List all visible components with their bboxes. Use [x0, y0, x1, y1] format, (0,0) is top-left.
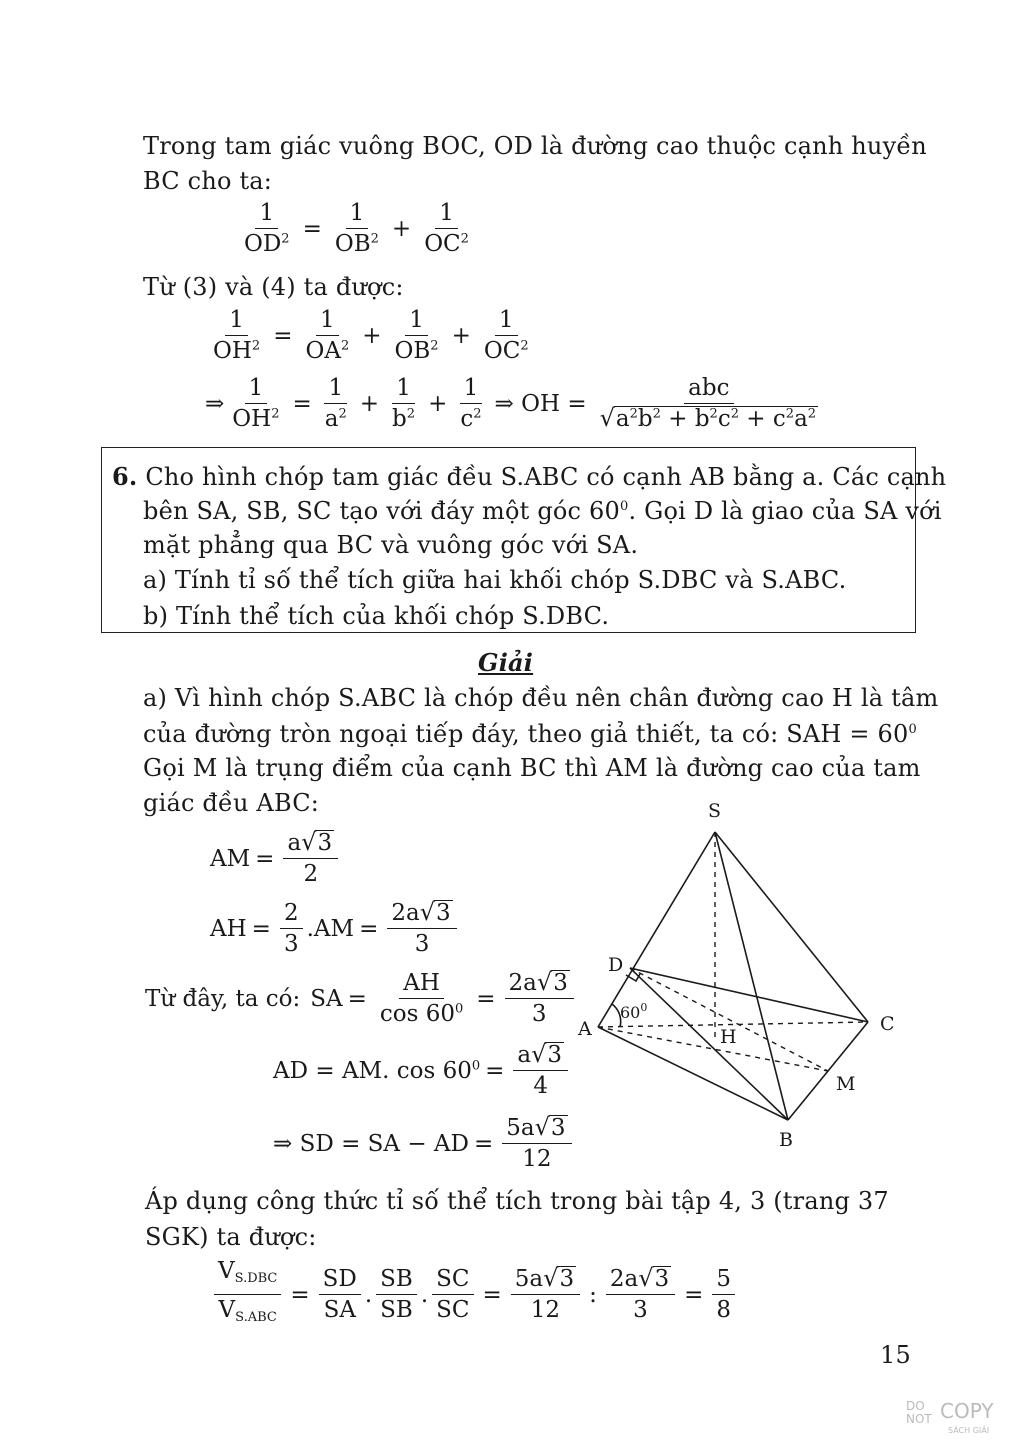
- equation-oh: $\frac{1}{OH^2}$ = $\frac{1}{OA^2}$ + $\frac{1}{OB^2}$ + $\frac{1}{OC^2}$: [213, 307, 529, 364]
- label-m: M: [836, 1073, 856, 1095]
- problem-number: 6.: [112, 462, 138, 491]
- solution-line: SGK) ta được:: [145, 1223, 317, 1251]
- problem-line-3: mặt phẳng qua BC và vuông góc với SA.: [143, 531, 639, 559]
- edge-db: [630, 968, 788, 1120]
- label-a: A: [578, 1018, 592, 1040]
- watermark-do: DO: [906, 1399, 925, 1413]
- problem-text: Cho hình chóp tam giác đều S.ABC có cạnh AB bằng a. Các cạnh: [145, 463, 947, 491]
- equation-oh-result: ⇒ $\frac{1}{OH^2}$ = $\frac{1}{a^2}$ + $\frac{1}{b^2}$ + $\frac{1}{c^2}$ ⇒ OH = abc √ $a^2b^2 + b^2c^2 + c^2a^2$: [205, 375, 817, 432]
- edge-ab: [598, 1027, 788, 1120]
- edge-dc: [630, 968, 868, 1022]
- watermark-brand: SÁCH GIẢI: [948, 1426, 990, 1435]
- label-d: D: [608, 954, 624, 976]
- label-c: C: [880, 1013, 895, 1035]
- problem-line-5: b) Tính thể tích của khối chóp S.DBC.: [143, 602, 610, 630]
- problem-line-1: [112, 462, 946, 492]
- equation-sa: Từ đây, ta có: SA = $\frac{AH}{\cos 60^0}$ = 2a √ 3 3: [145, 970, 578, 1027]
- watermark: [906, 1400, 1006, 1440]
- equation-am: AM = a √ 3 2: [210, 830, 342, 887]
- solution-line: Áp dụng công thức tỉ số thể tích trong bài tập 4, 3 (trang 37: [145, 1187, 889, 1215]
- solution-line: Gọi M là trụng điểm của cạnh BC thì AM là đường cao của tam: [143, 754, 921, 782]
- solution-text: của đường tròn ngoại tiếp đáy, theo giả thiết, ta có: SAH = 60: [143, 720, 909, 748]
- edge-sb: [715, 832, 788, 1120]
- problem-line-2: bên SA, SB, SC tạo với đáy một góc $60^0$. Gọi D là giao của SA với: [143, 497, 942, 525]
- pyramid-diagram: [560, 790, 920, 1160]
- solution-title: Giải: [478, 648, 534, 677]
- label-b: B: [779, 1129, 793, 1151]
- equation-volume-ratio: $\frac{V_{S.DBC}}{V_{S.ABC}}$ = $\frac{SD}{SA}$ . $\frac{SB}{SB}$ . $\frac{SC}{SC}$ = 5a √ 3 12 : 2a √ 3 3 = $\frac{5}{8}$: [210, 1258, 739, 1331]
- equation-ah: AH = $\frac{2}{3}$ .AM = 2a √ 3 3: [210, 900, 461, 957]
- equation-od: $\frac{1}{OD^2}$ = $\frac{1}{OB^2}$ + $\frac{1}{OC^2}$: [244, 200, 469, 257]
- solution-text: Từ đây, ta có:: [145, 985, 301, 1012]
- paragraph-line: BC cho ta:: [143, 167, 273, 195]
- problem-text: . Gọi D là giao của SA với: [628, 497, 942, 525]
- edge-sc: [715, 832, 868, 1022]
- label-h: H: [720, 1026, 737, 1048]
- segment-am: [598, 1027, 828, 1071]
- solution-line: của đường tròn ngoại tiếp đáy, theo giả thiết, ta có: SAH = $60^0$: [143, 720, 917, 748]
- paragraph-line: Từ (3) và (4) ta được:: [143, 273, 404, 301]
- page-number: 15: [880, 1341, 911, 1369]
- solution-line: a) Vì hình chóp S.ABC là chóp đều nên chân đường cao H là tâm: [143, 684, 939, 712]
- equation-sd: ⇒ SD = SA − AD = 5a √ 3 12: [273, 1115, 576, 1172]
- segment-dm: [630, 968, 828, 1071]
- problem-text: bên SA, SB, SC tạo với đáy một góc 60: [143, 497, 620, 525]
- watermark-copy: COPY: [940, 1399, 994, 1423]
- solution-line: giác đều ABC:: [143, 789, 320, 817]
- problem-line-4: a) Tính tỉ số thể tích giữa hai khối chóp S.DBC và S.ABC.: [143, 566, 847, 594]
- paragraph-line: Trong tam giác vuông BOC, OD là đường cao thuộc cạnh huyền: [143, 132, 927, 160]
- edge-sa: [598, 832, 715, 1027]
- equation-ad: AD = AM. $\cos 60^0$ = a √ 3 4: [273, 1042, 572, 1099]
- watermark-not: NOT: [906, 1412, 932, 1426]
- label-s: S: [708, 800, 722, 822]
- label-angle: $60^0$: [620, 1001, 648, 1022]
